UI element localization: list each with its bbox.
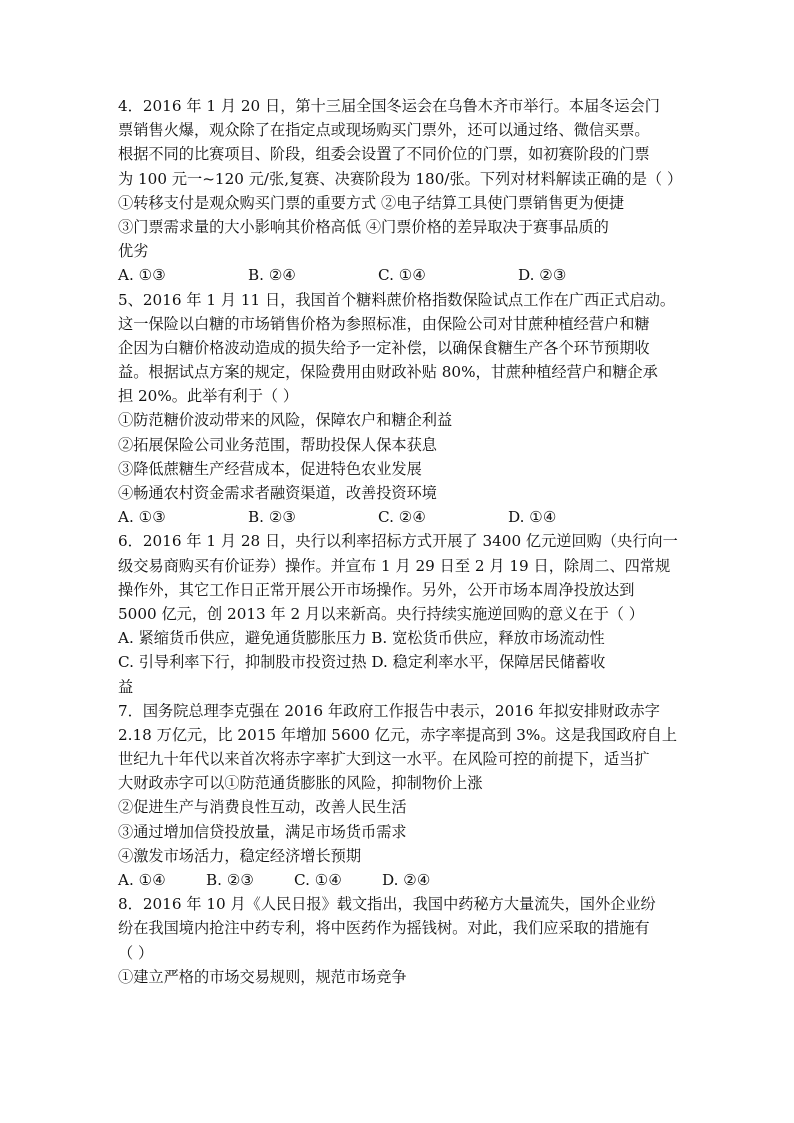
- exam-page: [118, 94, 683, 989]
- option-a: A. ①③: [118, 508, 166, 527]
- statement-line: ④激发市场活力，稳定经济增长预期: [118, 846, 361, 865]
- option-b: B. ②③: [206, 871, 255, 889]
- option-b: B. ②③: [248, 508, 297, 527]
- option-d: D. ②④: [382, 871, 431, 889]
- question-8: [118, 892, 678, 989]
- question-text-line: 企因为白糖价格波动造成的损失给予一定补偿，以确保食糖生产各个环节预期收: [118, 338, 650, 357]
- question-text-line: 级交易商购买有价证券）操作。并宣布 1 月 29 日至 2 月 19 日，除周二、四常规: [118, 556, 671, 575]
- answer-options: [118, 263, 678, 287]
- statement-line: 优劣: [118, 242, 149, 261]
- question-text-line: 世纪九十年代以来首次将赤字率扩大到这一水平。在风险可控的前提下，适当扩: [118, 750, 650, 769]
- statement-line: ③通过增加信贷投放量，满足市场货币需求: [118, 822, 407, 841]
- statement-line: ④畅通农村资金需求者融资渠道，改善投资环境: [118, 484, 437, 502]
- option-line: A. 紧缩货币供应，避免通货膨胀压力 B. 宽松货币供应，释放市场流动性: [118, 629, 605, 648]
- question-text-line: 纷在我国境内抢注中药专利，将中医药作为摇钱树。对此，我们应采取的措施有: [118, 919, 650, 938]
- question-text-line: 5000 亿元，创 2013 年 2 月以来新高。央行持续实施逆回购的意义在于（ ）: [118, 604, 644, 623]
- option-line: C. 引导利率下行，抑制股市投资过热 D. 稳定利率水平，保障居民储蓄收: [118, 653, 606, 672]
- option-c: C. ①④: [378, 266, 426, 285]
- question-text-line: 6．2016 年 1 月 28 日，央行以利率招标方式开展了 3400 亿元逆回购（央行向一: [118, 532, 678, 551]
- question-text-line: 2.18 万亿元，比 2015 年增加 5600 亿元，赤字率提高到 3%。这是我国政府自上: [118, 725, 678, 744]
- question-text-line: 7．国务院总理李克强在 2016 年政府工作报告中表示，2016 年拟安排财政赤字: [118, 701, 660, 720]
- answer-options: [118, 868, 678, 892]
- statement-line: ①建立严格的市场交易规则，规范市场竞争: [118, 967, 407, 986]
- question-text-line: 益。根据试点方案的规定，保险费用由财政补贴 80%，甘蔗种植经营户和糖企承: [118, 363, 658, 382]
- question-6: [118, 529, 678, 698]
- question-text-line: 根据不同的比赛项目、阶段，组委会设置了不同价位的门票，如初赛阶段的门票: [118, 145, 650, 164]
- answer-options: [118, 505, 678, 529]
- option-d: D. ①④: [508, 508, 557, 527]
- question-text-line: 操作外，其它工作日正常开展公开市场操作。另外，公开市场本周净投放达到: [118, 580, 635, 599]
- statement-line: ③门票需求量的大小影响其价格高低 ④门票价格的差异取决于赛事品质的: [118, 217, 609, 236]
- question-7: [118, 699, 678, 893]
- question-text-line: 为 100 元一~120 元/张,复赛、决赛阶段为 180/张。下列对材料解读正确的是（ ）: [118, 169, 683, 188]
- question-text-line: 这一保险以白糖的市场销售价格为参照标准，由保险公司对甘蔗种植经营户和糖: [118, 314, 650, 333]
- question-text-line: 8．2016 年 10 月《人民日报》载文指出，我国中药秘方大量流失，国外企业纷: [118, 895, 656, 914]
- option-a: A. ①③: [118, 266, 166, 285]
- question-text-line: 大财政赤字可以①防范通货膨胀的风险，抑制物价上涨: [118, 774, 483, 793]
- option-c: C. ①④: [294, 871, 342, 889]
- question-text-line: 5、2016 年 1 月 11 日，我国首个糖料蔗价格指数保险试点工作在广西正式启动。: [118, 290, 676, 309]
- question-text-line: 4．2016 年 1 月 20 日，第十三届全国冬运会在乌鲁木齐市举行。本届冬运会门: [118, 97, 660, 115]
- question-4: [118, 94, 683, 288]
- question-text-line: 票销售火爆，观众除了在指定点或现场购买门票外，还可以通过络、微信买票。: [118, 121, 650, 140]
- statement-line: ②拓展保险公司业务范围，帮助投保人保本获息: [118, 435, 437, 454]
- option-c: C. ②④: [378, 508, 426, 527]
- statement-line: ②促进生产与消费良性互动，改善人民生活: [118, 798, 407, 817]
- statement-line: ①防范糖价波动带来的风险，保障农户和糖企利益: [118, 411, 453, 430]
- option-b: B. ②④: [248, 266, 297, 285]
- option-line: 益: [118, 677, 134, 696]
- question-text-line: 担 20%。此举有利于（ ）: [118, 387, 299, 406]
- statement-line: ③降低蔗糖生产经营成本，促进特色农业发展: [118, 459, 422, 478]
- option-d: D. ②③: [518, 266, 567, 285]
- question-5: [118, 288, 678, 530]
- option-a: A. ①④: [118, 871, 166, 889]
- question-text-line: （ ）: [118, 943, 154, 962]
- statement-line: ①转移支付是观众购买门票的重要方式 ②电子结算工具使门票销售更为便捷: [118, 193, 625, 212]
